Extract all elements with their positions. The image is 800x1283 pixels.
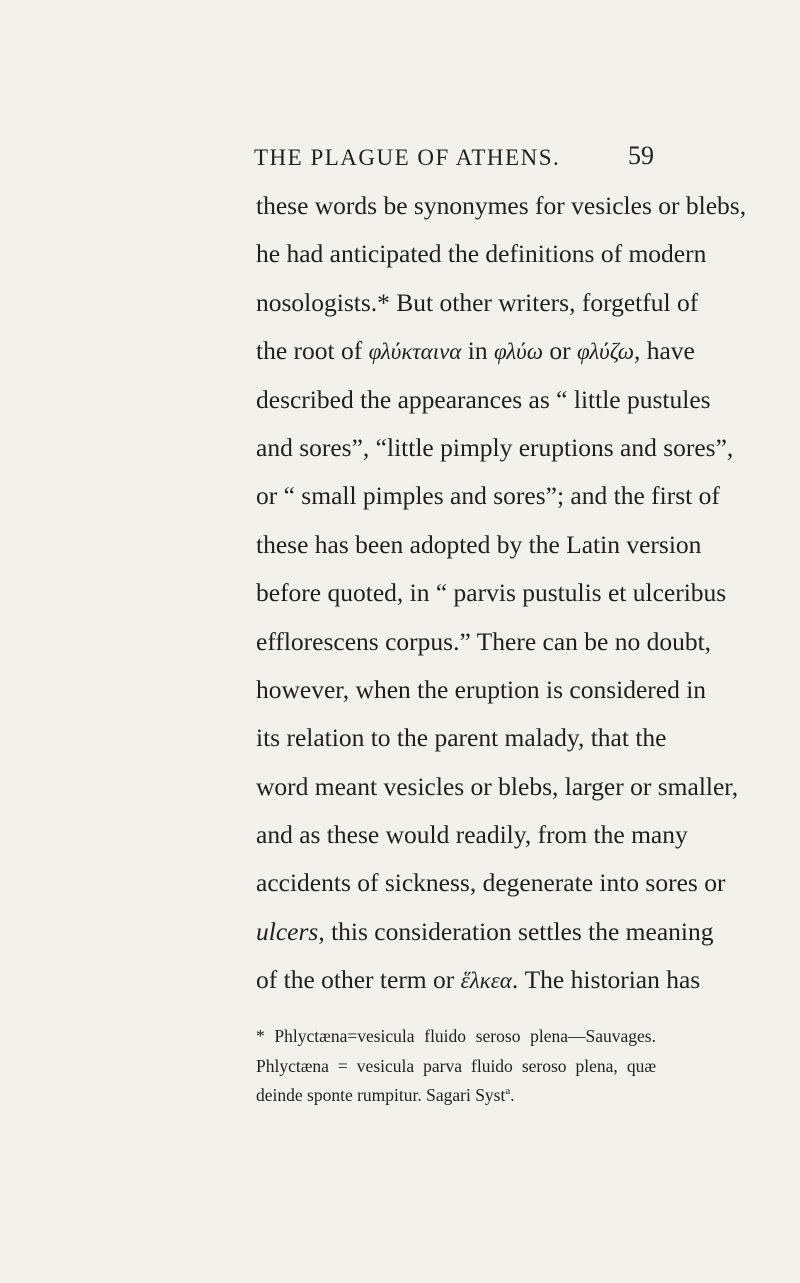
text-line: or “ small pimples and sores”; and the first of [256, 481, 720, 511]
text-line: before quoted, in “ parvis pustulis et ulceribus [256, 578, 727, 608]
text-line: its relation to the parent malady, that the [256, 723, 667, 753]
text-line: the root of φλύκταινα in φλύω or φλύζω, have [256, 336, 695, 366]
text-line: and sores”, “little pimply eruptions and sores”, [256, 432, 734, 462]
text-line: these has been adopted by the Latin version [256, 529, 702, 559]
text-line: he had anticipated the definitions of modern [256, 239, 707, 269]
text-line: ulcers, this consideration settles the meaning [256, 916, 714, 946]
text-line: and as these would readily, from the many [256, 820, 688, 850]
text-line: these words be synonymes for vesicles or blebs, [256, 191, 747, 220]
greek-word: φλύζω [576, 339, 634, 365]
running-title: THE PLAGUE OF ATHENS. [254, 145, 561, 170]
body-text [256, 182, 747, 1005]
text-line: nosologists.* But other writers, forgetful of [256, 287, 699, 317]
greek-word: φλύκταινα [368, 339, 462, 365]
greek-word: φλύω [493, 339, 543, 365]
footnote [256, 1022, 656, 1111]
page-number: 59 [628, 141, 654, 170]
italic-word: ulcers [256, 916, 319, 946]
greek-word: ἕλκεα [460, 968, 512, 994]
text-line: accidents of sickness, degenerate into sores or [256, 868, 726, 898]
text-line: word meant vesicles or blebs, larger or smaller, [256, 771, 739, 801]
superscript: a [505, 1085, 511, 1098]
footnote-line: * Phlyctæna=vesicula fluido seroso plena—Sauvages. [256, 1026, 656, 1046]
text-line: described the appearances as “ little pustules [256, 384, 711, 414]
footnote-line: deinde sponte rumpitur. Sagari Syst$^a$. [256, 1085, 515, 1105]
footnote-line: Phlyctæna = vesicula parva fluido seroso plena, quæ [256, 1055, 656, 1076]
text-line: of the other term or ἕλκεα. The historian has [256, 965, 701, 995]
text-line: however, when the eruption is considered in [256, 674, 707, 704]
text-line: efflorescens corpus.” There can be no doubt, [256, 626, 712, 656]
